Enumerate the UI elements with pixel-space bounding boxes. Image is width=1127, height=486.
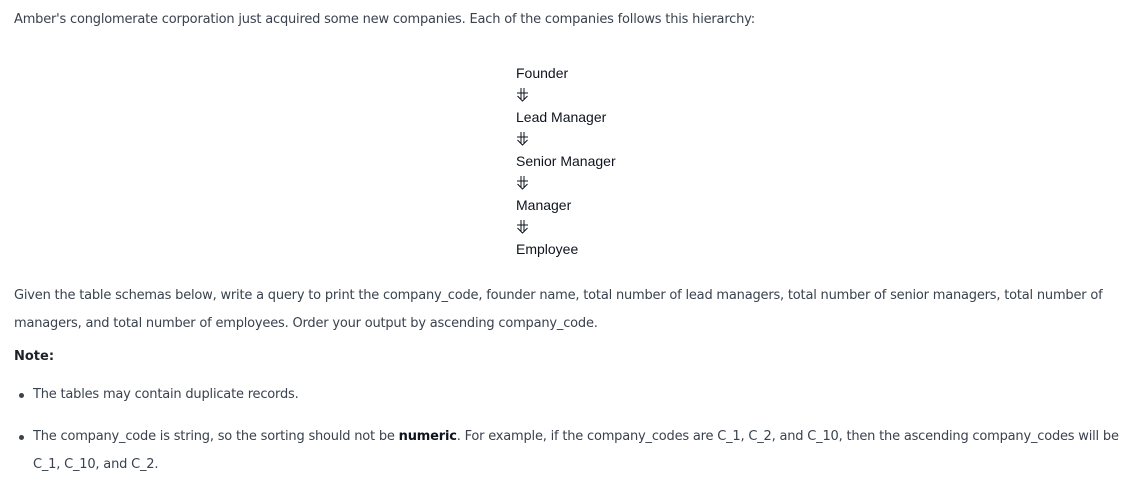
bullet-icon	[19, 393, 24, 398]
double-down-arrow-icon	[516, 84, 530, 106]
double-down-arrow-icon	[516, 128, 530, 150]
note-item-text-start: The company_code is string, so the sorting should not be	[33, 429, 399, 444]
note-heading: Note:	[14, 349, 55, 364]
list-item	[0, 381, 1127, 409]
double-down-arrow-icon	[516, 172, 530, 194]
hierarchy-level-manager: Manager	[516, 197, 572, 213]
intro-text: Amber's conglomerate corporation just acquired some new companies. Each of the companies follows this hierarchy:	[14, 12, 755, 27]
note-item-emphasis: numeric	[398, 429, 457, 444]
list-item	[0, 423, 1127, 479]
hierarchy-diagram	[516, 62, 616, 260]
hierarchy-level-founder: Founder	[516, 65, 569, 81]
double-down-arrow-icon	[516, 216, 530, 238]
hierarchy-level-senior-manager: Senior Manager	[516, 153, 616, 169]
hierarchy-level-employee: Employee	[516, 241, 579, 257]
note-item-text: The tables may contain duplicate records.	[33, 387, 299, 402]
hierarchy-level-lead-manager: Lead Manager	[516, 109, 607, 125]
note-item-text-end: . For example, if the company_codes are C_1, C_2, and C_10, then the ascending company_codes will be C_1, C_10, and C_2.	[33, 429, 1119, 472]
problem-description: Given the table schemas below, write a query to print the company_code, founder name, total number of lead managers, total number of senior managers, total number of managers, and total number of employees. Order your output by ascending company_code.	[14, 288, 1103, 331]
bullet-icon	[19, 435, 24, 440]
notes-list	[0, 381, 1127, 479]
